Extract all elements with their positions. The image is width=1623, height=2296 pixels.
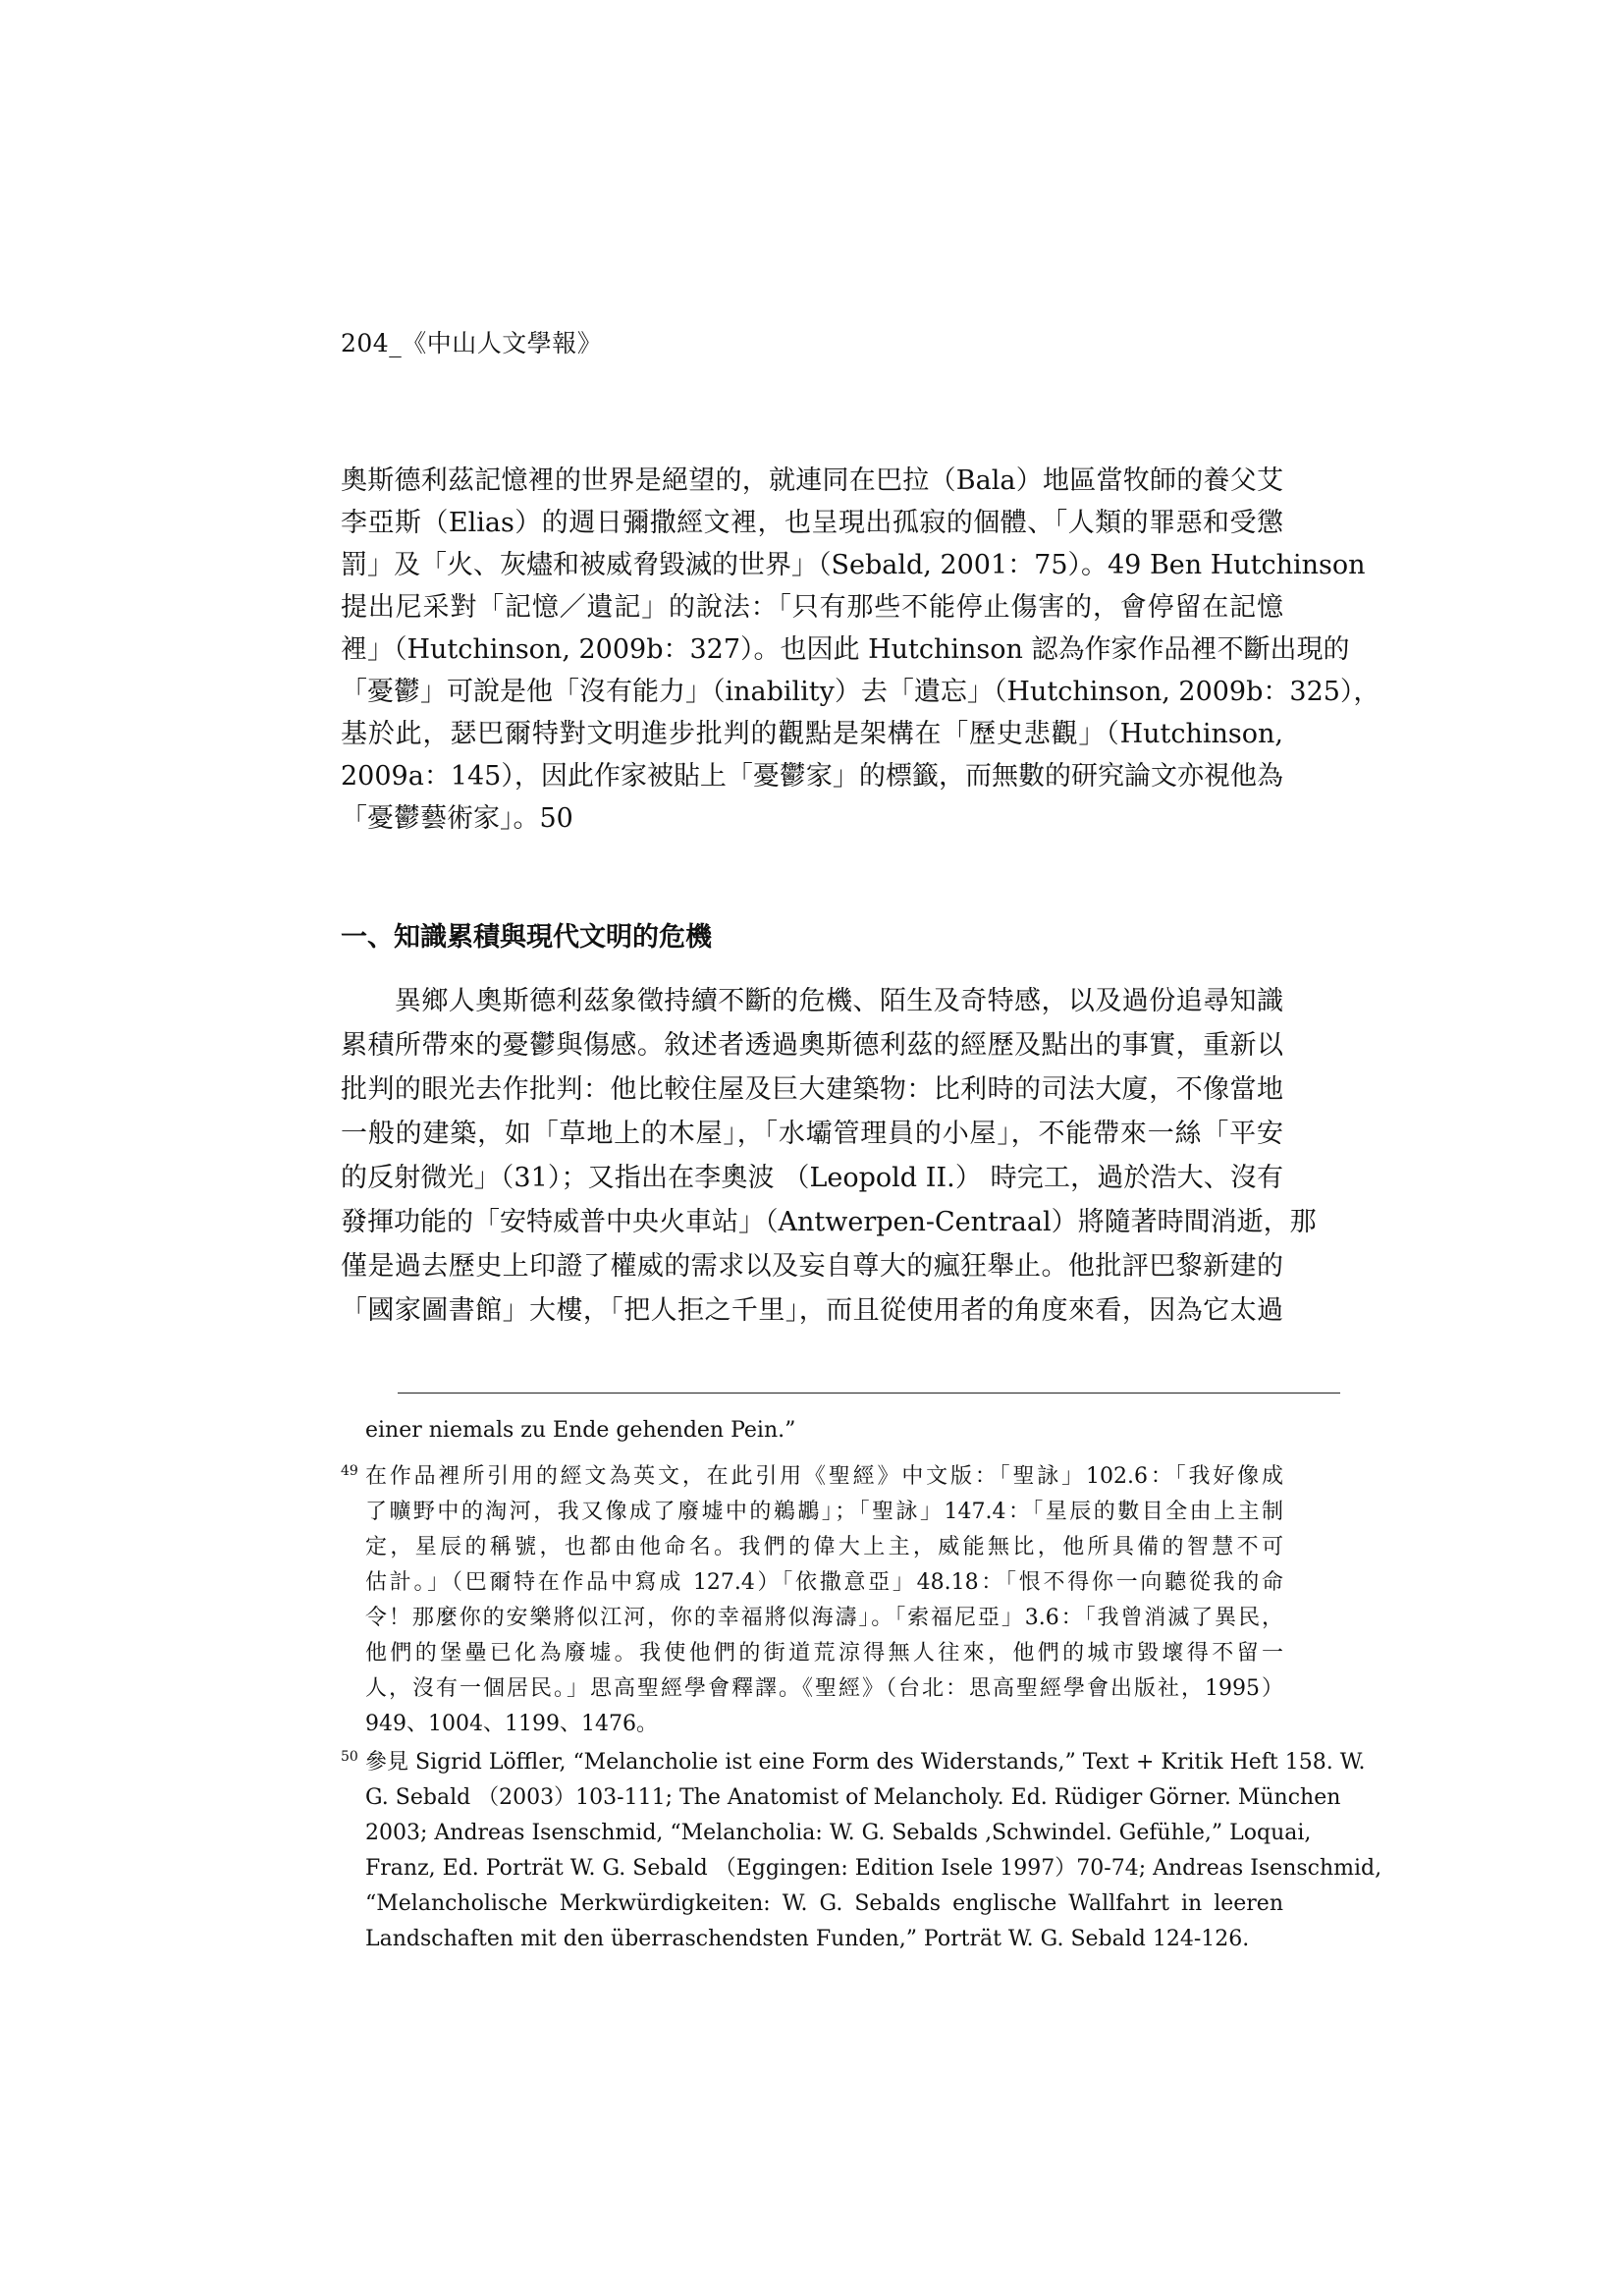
footnote-50-line: Landschaften mit den überraschendsten Funden,” Porträt W. G. Sebald 124-126. — [365, 1927, 1250, 1951]
body-line: 「憂鬱」可說是他「沒有能力」（inability）去「遺忘」（Hutchinson, 2009b：325）， — [341, 677, 1380, 707]
footnote-49-line: 定，星辰的稱號，也都由他命名。我們的偉大上主，威能無比，他所具備的智慧不可 — [365, 1535, 1283, 1559]
footnote-49-line: 他們的堡壘已化為廢墟。我使他們的街道荒涼得無人往來，他們的城市毀壞得不留一 — [365, 1641, 1283, 1666]
footnote-50-line: 參見 Sigrid Löffler, “Melancholie ist eine Form des Widerstands,” Text + Kritik Heft 158. W. — [365, 1750, 1366, 1775]
section-line: 僅是過去歷史上印證了權威的需求以及妄自尊大的瘋狂舉止。他批評巴黎新建的 — [341, 1251, 1283, 1282]
footnote-49-line: 估計。」（巴爾特在作品中寫成 127.4）「依撒意亞」48.18：「恨不得你一向聽從我的命 — [365, 1570, 1283, 1595]
section-line: 異鄉人奧斯德利茲象徵持續不斷的危機、陌生及奇特感，以及過份追尋知識 — [341, 986, 1283, 1016]
section-line: 批判的眼光去作批判：他比較住屋及巨大建築物：比利時的司法大廈，不像當地 — [341, 1074, 1283, 1105]
footnote-50-line: 2003; Andreas Isenschmid, “Melancholia: W. G. Sebalds ‚Schwindel. Gefühle,” Loquai, — [365, 1821, 1312, 1845]
footnote-49-line: 949、1004、1199、1476。 — [365, 1712, 658, 1736]
body-line: 「憂鬱藝術家」。50 — [341, 803, 573, 834]
body-line: 裡」（Hutchinson, 2009b：327）。也因此 Hutchinson 認為作家作品裡不斷出現的 — [341, 634, 1350, 665]
footnote-49-line: 了曠野中的淘河，我又像成了廢墟中的鵜鶘」；「聖詠」147.4：「星辰的數目全由上主制 — [365, 1500, 1283, 1524]
section-line: 發揮功能的「安特威普中央火車站」（Antwerpen-Centraal）將隨著時間消逝，那 — [341, 1207, 1317, 1237]
running-head: 204_《中山人文學報》 — [341, 329, 603, 357]
footnote-50-line: G. Sebald （2003）103-111; The Anatomist of Melancholy. Ed. Rüdiger Görner. München — [365, 1785, 1341, 1810]
footnote-separator — [398, 1393, 1340, 1394]
body-line: 李亞斯（Elias）的週日彌撒經文裡，也呈現出孤寂的個體、「人類的罪惡和受懲 — [341, 508, 1283, 538]
section-line: 一般的建築，如「草地上的木屋」，「水壩管理員的小屋」，不能帶來一絲「平安 — [341, 1119, 1283, 1149]
footnote-number-49: 49 — [341, 1463, 358, 1479]
footnote-continuation: einer niemals zu Ende gehenden Pein.” — [365, 1418, 796, 1443]
section-line: 的反射微光」（31）；又指出在李奧波 （Leopold II.） 時完工，過於浩大、沒有 — [341, 1163, 1283, 1193]
section-line: 「國家圖書館」大樓，「把人拒之千里」，而且從使用者的角度來看，因為它太過 — [341, 1295, 1283, 1326]
body-line: 奧斯德利茲記憶裡的世界是絕望的，就連同在巴拉（Bala）地區當牧師的養父艾 — [341, 465, 1283, 496]
footnote-49-line: 令！那麼你的安樂將似江河，你的幸福將似海濤」。「索福尼亞」3.6：「我曾消滅了異民， — [365, 1606, 1283, 1630]
body-line: 提出尼采對「記憶／遺記」的說法：「只有那些不能停止傷害的，會停留在記憶 — [341, 592, 1283, 623]
section-line: 累積所帶來的憂鬱與傷感。敘述者透過奧斯德利茲的經歷及點出的事實，重新以 — [341, 1030, 1283, 1061]
footnote-49-line: 在作品裡所引用的經文為英文，在此引用《聖經》中文版：「聖詠」102.6：「我好像成 — [365, 1464, 1283, 1489]
section-heading: 一、知識累積與現代文明的危機 — [341, 922, 712, 953]
footnote-number-50: 50 — [341, 1749, 358, 1765]
footnote-50-line: Franz, Ed. Porträt W. G. Sebald （Eggingen: Edition Isele 1997）70-74; Andreas Isenschmid, — [365, 1856, 1382, 1881]
footnote-50-line: “Melancholische Merkwürdigkeiten: W. G. Sebalds englische Wallfahrt in leeren — [365, 1891, 1283, 1916]
body-line: 罰」及「火、灰燼和被威脅毀滅的世界」（Sebald, 2001：75）。49 Ben Hutchinson — [341, 550, 1366, 580]
body-line: 2009a：145），因此作家被貼上「憂鬱家」的標籤，而無數的研究論文亦視他為 — [341, 761, 1283, 792]
body-line: 基於此，瑟巴爾特對文明進步批判的觀點是架構在「歷史悲觀」（Hutchinson, — [341, 719, 1283, 749]
footnote-49-line: 人，沒有一個居民。」思高聖經學會釋譯。《聖經》（台北：思高聖經學會出版社，1995） — [365, 1676, 1283, 1701]
